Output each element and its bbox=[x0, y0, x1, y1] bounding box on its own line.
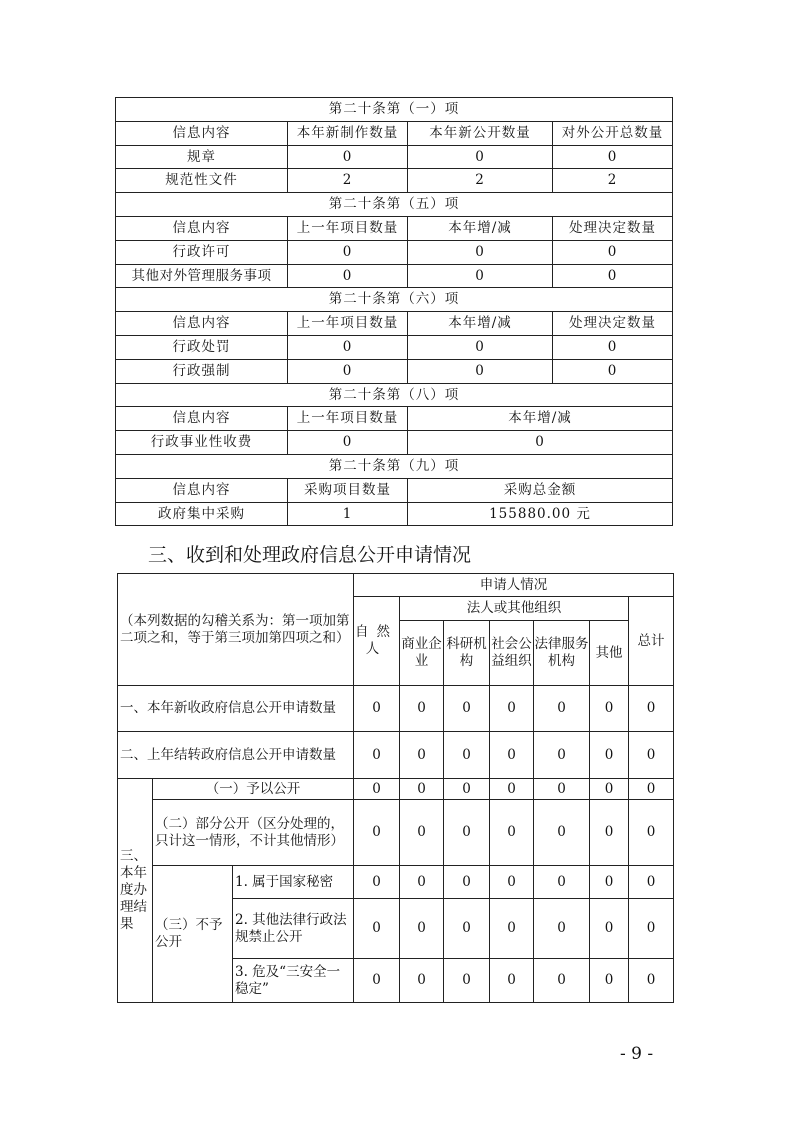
group-label: 三、本年度办理结果 bbox=[118, 779, 153, 1003]
cell-value: 0 bbox=[408, 264, 553, 288]
header-cell: 信息内容 bbox=[116, 216, 288, 240]
row-label: （二）部分公开（区分处理的，只计这一情形，不计其他情形） bbox=[153, 800, 354, 866]
table-row bbox=[118, 686, 674, 732]
legal-org-header: 法人或其他组织 bbox=[400, 597, 629, 621]
cell-value: 0 bbox=[354, 866, 400, 899]
header-cell: 本年增/减 bbox=[408, 216, 553, 240]
cell-value: 0 bbox=[590, 732, 629, 779]
row-label: 行政事业性收费 bbox=[116, 431, 288, 455]
cell-value: 0 bbox=[354, 779, 400, 800]
cell-value: 0 bbox=[590, 959, 629, 1003]
group-label: （三）不予公开 bbox=[153, 866, 233, 1003]
section-title-20-6: 第二十条第（六）项 bbox=[116, 288, 673, 312]
cell-value: 0 bbox=[444, 959, 490, 1003]
header-cell: 采购项目数量 bbox=[288, 478, 408, 502]
row-label: 1. 属于国家秘密 bbox=[233, 866, 354, 899]
org-col-header: 科研机构 bbox=[444, 621, 490, 686]
table-row bbox=[116, 145, 673, 169]
cell-value: 0 bbox=[553, 335, 673, 359]
cell-value: 0 bbox=[288, 264, 408, 288]
cell-value: 0 bbox=[553, 359, 673, 383]
cell-value: 0 bbox=[534, 732, 590, 779]
cell-value: 0 bbox=[400, 866, 444, 899]
header-cell: 对外公开总数量 bbox=[553, 121, 673, 145]
cell-value: 0 bbox=[590, 779, 629, 800]
header-cell: 信息内容 bbox=[116, 312, 288, 336]
table-row bbox=[118, 732, 674, 779]
cell-value: 0 bbox=[408, 145, 553, 169]
table-row bbox=[116, 169, 673, 193]
cell-value: 0 bbox=[400, 959, 444, 1003]
cell-value: 0 bbox=[408, 359, 553, 383]
cell-value: 0 bbox=[288, 431, 408, 455]
header-cell: 本年新公开数量 bbox=[408, 121, 553, 145]
cell-value: 2 bbox=[288, 169, 408, 193]
cell-value: 0 bbox=[400, 686, 444, 732]
table-row bbox=[116, 240, 673, 264]
header-cell: 本年新制作数量 bbox=[288, 121, 408, 145]
applicant-header: 申请人情况 bbox=[354, 574, 674, 597]
cell-value: 0 bbox=[553, 264, 673, 288]
application-stats-table bbox=[117, 573, 674, 1003]
header-cell: 处理决定数量 bbox=[553, 312, 673, 336]
header-cell: 信息内容 bbox=[116, 478, 288, 502]
org-col-header: 其他 bbox=[590, 621, 629, 686]
row-label: 3. 危及“三安全一稳定” bbox=[233, 959, 354, 1003]
header-cell: 上一年项目数量 bbox=[288, 216, 408, 240]
cell-value: 0 bbox=[629, 866, 674, 899]
section-title-20-9: 第二十条第（九）项 bbox=[116, 454, 673, 478]
cell-value: 0 bbox=[444, 732, 490, 779]
cell-value: 0 bbox=[629, 899, 674, 959]
cell-value: 1 bbox=[288, 502, 408, 526]
cell-value: 0 bbox=[444, 866, 490, 899]
cell-value: 0 bbox=[444, 779, 490, 800]
cell-value: 0 bbox=[490, 732, 534, 779]
table-row bbox=[116, 264, 673, 288]
cell-value: 0 bbox=[408, 431, 673, 455]
cell-value: 155880.00 元 bbox=[408, 502, 673, 526]
section-title-20-1: 第二十条第（一）项 bbox=[116, 98, 673, 122]
table-row bbox=[116, 502, 673, 526]
org-col-header: 商业企业 bbox=[400, 621, 444, 686]
cell-value: 0 bbox=[444, 686, 490, 732]
cell-value: 0 bbox=[629, 959, 674, 1003]
header-cell: 信息内容 bbox=[116, 407, 288, 431]
cell-value: 0 bbox=[490, 779, 534, 800]
cell-value: 0 bbox=[400, 732, 444, 779]
cell-value: 0 bbox=[490, 899, 534, 959]
cell-value: 0 bbox=[590, 899, 629, 959]
table-row bbox=[118, 779, 674, 800]
cell-value: 0 bbox=[490, 959, 534, 1003]
row-label: 规章 bbox=[116, 145, 288, 169]
header-cell: 上一年项目数量 bbox=[288, 407, 408, 431]
section-title-20-5: 第二十条第（五）项 bbox=[116, 193, 673, 217]
cell-value: 0 bbox=[534, 866, 590, 899]
cell-value: 0 bbox=[590, 866, 629, 899]
cell-value: 0 bbox=[629, 779, 674, 800]
header-cell: 处理决定数量 bbox=[553, 216, 673, 240]
row-label: （一）予以公开 bbox=[153, 779, 354, 800]
cell-value: 0 bbox=[553, 240, 673, 264]
cell-value: 0 bbox=[408, 335, 553, 359]
cell-value: 2 bbox=[553, 169, 673, 193]
cell-value: 0 bbox=[534, 959, 590, 1003]
cell-value: 0 bbox=[288, 359, 408, 383]
note-cell: （本列数据的勾稽关系为：第一项加第二项之和，等于第三项加第四项之和） bbox=[118, 574, 354, 686]
cell-value: 0 bbox=[490, 800, 534, 866]
row-label: 二、上年结转政府信息公开申请数量 bbox=[118, 732, 354, 779]
cell-value: 0 bbox=[590, 800, 629, 866]
row-label: 一、本年新收政府信息公开申请数量 bbox=[118, 686, 354, 732]
cell-value: 0 bbox=[534, 779, 590, 800]
cell-value: 0 bbox=[629, 732, 674, 779]
page-number: - 9 - bbox=[620, 1044, 654, 1064]
cell-value: 0 bbox=[629, 686, 674, 732]
row-label: 行政许可 bbox=[116, 240, 288, 264]
row-label: 规范性文件 bbox=[116, 169, 288, 193]
header-cell: 采购总金额 bbox=[408, 478, 673, 502]
cell-value: 0 bbox=[490, 686, 534, 732]
table-row bbox=[116, 359, 673, 383]
row-label: 2. 其他法律行政法规禁止公开 bbox=[233, 899, 354, 959]
cell-value: 0 bbox=[288, 240, 408, 264]
cell-value: 0 bbox=[400, 899, 444, 959]
section-title-20-8: 第二十条第（八）项 bbox=[116, 383, 673, 407]
table-row bbox=[116, 335, 673, 359]
cell-value: 2 bbox=[408, 169, 553, 193]
disclosure-stats-table bbox=[115, 97, 673, 526]
org-col-header: 法律服务机构 bbox=[534, 621, 590, 686]
section-heading: 三、收到和处理政府信息公开申请情况 bbox=[148, 544, 472, 566]
row-label: 行政强制 bbox=[116, 359, 288, 383]
cell-value: 0 bbox=[354, 732, 400, 779]
cell-value: 0 bbox=[534, 800, 590, 866]
table-row bbox=[118, 800, 674, 866]
cell-value: 0 bbox=[400, 779, 444, 800]
row-label: 政府集中采购 bbox=[116, 502, 288, 526]
cell-value: 0 bbox=[534, 686, 590, 732]
cell-value: 0 bbox=[288, 145, 408, 169]
natural-person-header: 自然人 bbox=[354, 597, 400, 686]
cell-value: 0 bbox=[534, 899, 590, 959]
cell-value: 0 bbox=[490, 866, 534, 899]
table-row bbox=[118, 866, 674, 899]
header-cell: 信息内容 bbox=[116, 121, 288, 145]
cell-value: 0 bbox=[553, 145, 673, 169]
cell-value: 0 bbox=[354, 899, 400, 959]
cell-value: 0 bbox=[629, 800, 674, 866]
cell-value: 0 bbox=[354, 959, 400, 1003]
cell-value: 0 bbox=[444, 800, 490, 866]
cell-value: 0 bbox=[288, 335, 408, 359]
row-label: 其他对外管理服务事项 bbox=[116, 264, 288, 288]
cell-value: 0 bbox=[354, 686, 400, 732]
header-cell: 本年增/减 bbox=[408, 407, 673, 431]
cell-value: 0 bbox=[408, 240, 553, 264]
header-cell: 上一年项目数量 bbox=[288, 312, 408, 336]
table-row bbox=[116, 431, 673, 455]
total-header: 总计 bbox=[629, 597, 674, 686]
header-cell: 本年增/减 bbox=[408, 312, 553, 336]
cell-value: 0 bbox=[590, 686, 629, 732]
cell-value: 0 bbox=[400, 800, 444, 866]
org-col-header: 社会公益组织 bbox=[490, 621, 534, 686]
row-label: 行政处罚 bbox=[116, 335, 288, 359]
cell-value: 0 bbox=[444, 899, 490, 959]
cell-value: 0 bbox=[354, 800, 400, 866]
